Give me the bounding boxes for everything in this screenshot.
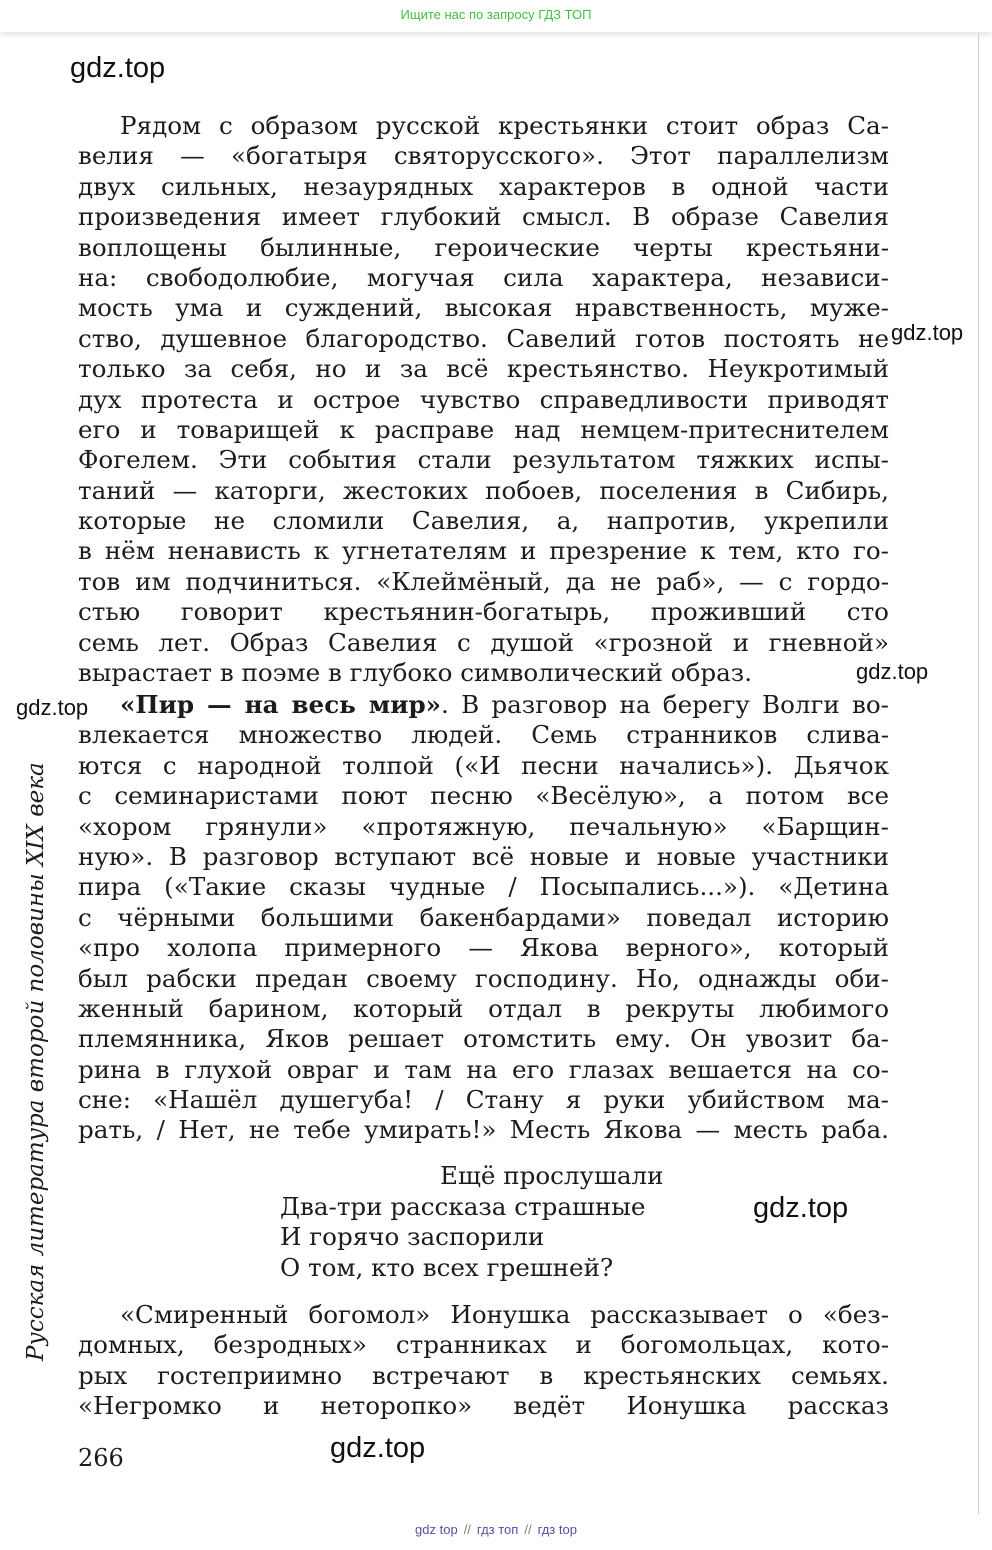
text-line: рать, / Нет, не тебе умирать!» Месть Якова — месть раба. [78,1115,889,1145]
watermark: gdz.top [16,695,89,720]
page-number: 266 [78,1444,124,1472]
page-edge-divider [978,34,979,1514]
text-line: ную». В разговор вступают всё новые и новые участники [78,841,889,871]
text-line: «Негромко и неторопко» ведёт Ионушка рассказ [78,1391,889,1421]
text-line: «Смиренный богомол» Ионушка рассказывает о «без- [120,1300,889,1329]
text-line: на: свободолюбие, могучая сила характера, независи- [78,262,889,292]
paragraph-saveliy [78,111,889,688]
poem-line: И горячо заспорили [280,1222,545,1251]
watermark: gdz.top [330,1432,426,1464]
text-line: произведения имеет глубокий смысл. В образе Савелия [78,202,889,232]
text-line: воплощены былинные, героические черты крестьяни- [78,232,889,262]
poem-line: О том, кто всех грешней? [280,1252,614,1282]
text-line: дух протеста и острое чувство справедливости приводят [78,384,889,414]
running-section-title: Русская литература второй половины XIX века [23,762,49,1361]
poem-quote [280,1161,664,1283]
text-line: пира («Такие сказы чудные / Посыпались...»). «Детина [78,872,889,902]
text-line: с чёрными большими бакенбардами» поведал историю [78,902,889,932]
text-line: домных, безродных» странниках и богомольцах, кото- [78,1330,889,1360]
text-line: только за себя, но и за всё крестьянство. Неукротимый [78,354,889,384]
text-line: влекается множество людей. Семь странников слива- [78,720,889,750]
text-line [78,690,889,720]
text-line: велия — «богатыря святорусского». Этот параллелизм [78,141,889,171]
text-line: тов им подчиниться. «Клеймёный, да не раб», — с гордо- [78,566,889,596]
poem-line: Ещё прослушали [440,1161,664,1190]
text-line: Фогелем. Эти события стали результатом тяжких испы- [78,445,889,475]
poem-line: Два-три рассказа страшные [280,1191,646,1221]
text-line: «хором грянули» «протяжную, печальную» «Барщин- [78,811,889,841]
footer-link[interactable]: гдз топ [476,1522,519,1537]
text-line: рина в глухой овраг и там на его глазах вешается на со- [78,1054,889,1084]
watermark: gdz.top [891,320,964,345]
text-line: рых гостеприимно встречают в крестьянских семьях. [78,1360,889,1390]
watermark: gdz.top [753,1192,849,1224]
text-line: мость ума и суждений, высокая нравственность, муже- [78,293,889,323]
watermark: gdz.top [70,52,166,84]
footer-separator: // [463,1522,471,1537]
text-line: был рабски предан своему господину. Но, однажды оби- [78,963,889,993]
text-line: женный барином, который отдал в рекруты любимого [78,993,889,1023]
footer-separator: // [524,1522,532,1537]
footer-links [0,1522,992,1537]
text-line: которые не сломили Савелия, а, напротив, укрепили [78,506,889,536]
text-line: вырастает в поэме в глубоко символический образ. [78,658,753,688]
watermark: gdz.top [856,659,929,684]
text-line: ство, душевное благородство. Савелий готов постоять не [78,323,889,353]
text-line: ются с народной толпой («И песни начались»). Дьячок [78,750,889,780]
text-line: стью говорит крестьянин-богатырь, проживший сто [78,597,889,627]
text-line: племянника, Яков решает отомстить ему. Он увозит ба- [78,1024,889,1054]
text-line: таний — каторги, жестоких побоев, поселения в Сибирь, [78,475,889,505]
text-line: в нём ненависть к угнетателям и презрение к тем, кто го- [78,536,889,566]
text-line: «про холопа примерного — Якова верного», который [78,933,889,963]
section-heading: «Пир — на весь мир» [120,690,442,719]
footer-link[interactable]: гдз top [537,1522,577,1537]
text-line: двух сильных, незаурядных характеров в одной части [78,171,889,201]
text-line: сне: «Нашёл душегуба! / Стану я руки убийством ма- [78,1085,889,1115]
paragraph-ionushka [78,1300,889,1422]
top-banner: Ищите нас по запросу ГДЗ ТОП [0,0,992,32]
text-line: с семинаристами поют песню «Весёлую», а потом все [78,781,889,811]
paragraph-pir [78,690,889,1146]
footer-link[interactable]: gdz top [415,1522,458,1537]
text-line: семь лет. Образ Савелия с душой «грозной и гневной» [78,627,889,657]
text-line: его и товарищей к расправе над немцем-притеснителем [78,414,889,444]
text-line: Рядом с образом русской крестьянки стоит образ Са- [120,111,889,140]
text-fragment: . В разговор на берегу Волги во- [441,690,889,719]
